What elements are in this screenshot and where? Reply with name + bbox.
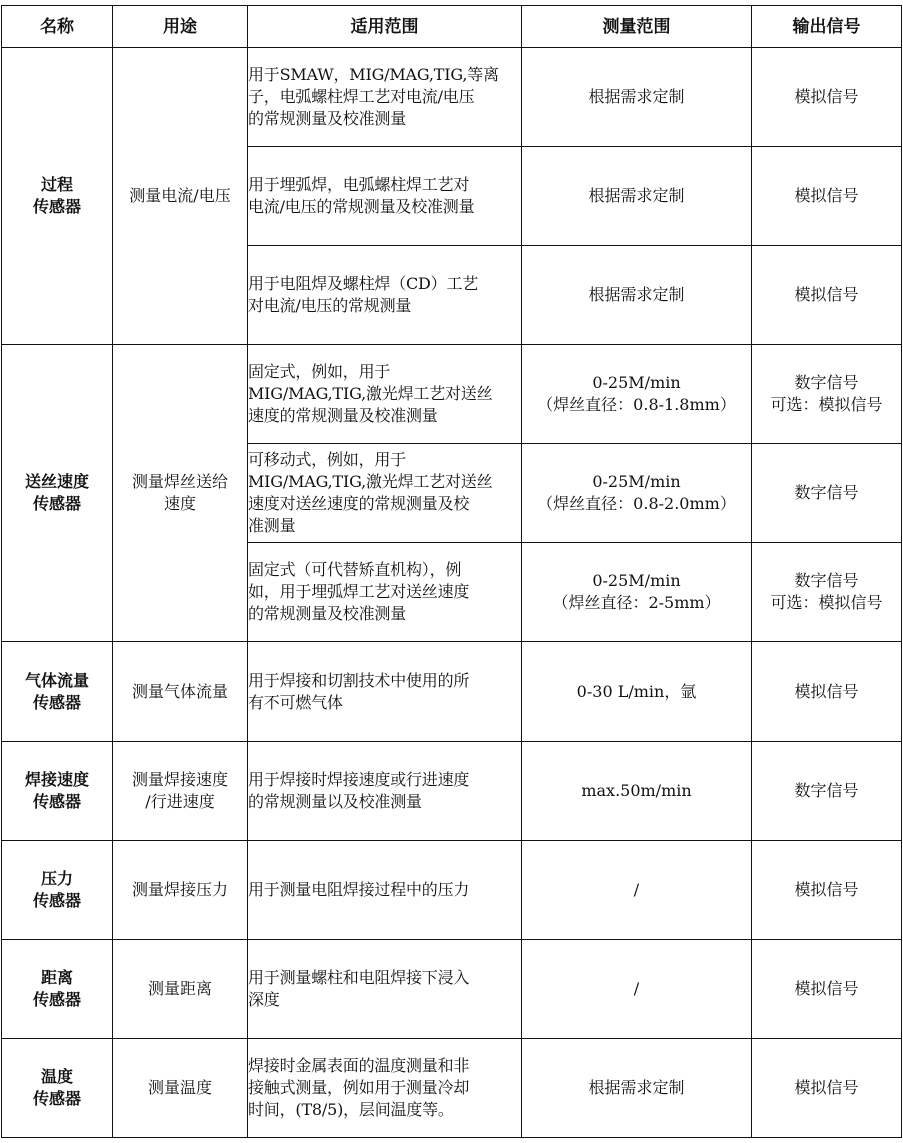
header-row — [2, 6, 902, 48]
sensor-signal: 数字信号 可选：模拟信号 — [752, 543, 902, 642]
sensor-name: 气体流量 传感器 — [2, 642, 113, 741]
sensor-table — [1, 5, 902, 1138]
sensor-signal: 模拟信号 — [752, 48, 902, 147]
sensor-range: / — [522, 840, 752, 939]
sensor-scope: 用于测量电阻焊接过程中的压力 — [248, 840, 522, 939]
sensor-name: 过程 传感器 — [2, 48, 113, 345]
sensor-purpose: 测量气体流量 — [113, 642, 248, 741]
sensor-range: 根据需求定制 — [522, 147, 752, 246]
sensor-signal: 数字信号 — [752, 444, 902, 543]
table-row — [2, 48, 902, 147]
sensor-scope: 焊接时金属表面的温度测量和非 接触式测量，例如用于测量冷却 时间，(T8/5)，层间温度等。 — [248, 1038, 522, 1137]
sensor-scope: 用于测量螺柱和电阻焊接下浸入 深度 — [248, 939, 522, 1038]
sensor-scope: 固定式，例如，用于 MIG/MAG,TIG,激光焊工艺对送丝 速度的常规测量及校准测量 — [248, 345, 522, 444]
table-row — [2, 345, 902, 444]
sensor-purpose: 测量焊接压力 — [113, 840, 248, 939]
sensor-range: 0-25M/min （焊丝直径：0.8-2.0mm） — [522, 444, 752, 543]
header-scope: 适用范围 — [248, 6, 522, 48]
table-row — [2, 1038, 902, 1137]
header-signal: 输出信号 — [752, 6, 902, 48]
sensor-signal: 模拟信号 — [752, 840, 902, 939]
table-row — [2, 939, 902, 1038]
sensor-range: 根据需求定制 — [522, 1038, 752, 1137]
sensor-name: 送丝速度 传感器 — [2, 345, 113, 642]
sensor-purpose: 测量焊丝送给 速度 — [113, 345, 248, 642]
sensor-signal: 模拟信号 — [752, 939, 902, 1038]
sensor-range: / — [522, 939, 752, 1038]
sensor-scope: 用于埋弧焊，电弧螺柱焊工艺对 电流/电压的常规测量及校准测量 — [248, 147, 522, 246]
sensor-purpose: 测量距离 — [113, 939, 248, 1038]
sensor-range: 根据需求定制 — [522, 48, 752, 147]
header-purpose: 用途 — [113, 6, 248, 48]
sensor-purpose: 测量电流/电压 — [113, 48, 248, 345]
sensor-scope: 用于电阻焊及螺柱焊（CD）工艺 对电流/电压的常规测量 — [248, 246, 522, 345]
sensor-name: 距离 传感器 — [2, 939, 113, 1038]
table-row — [2, 840, 902, 939]
table-row — [2, 741, 902, 840]
sensor-signal: 模拟信号 — [752, 1038, 902, 1137]
sensor-scope: 用于SMAW，MIG/MAG,TIG,等离 子，电弧螺柱焊工艺对电流/电压 的常规测量及校准测量 — [248, 48, 522, 147]
sensor-signal: 数字信号 — [752, 741, 902, 840]
header-name: 名称 — [2, 6, 113, 48]
sensor-name: 焊接速度 传感器 — [2, 741, 113, 840]
sensor-name: 温度 传感器 — [2, 1038, 113, 1137]
sensor-purpose: 测量温度 — [113, 1038, 248, 1137]
header-range: 测量范围 — [522, 6, 752, 48]
table-row — [2, 642, 902, 741]
sensor-name: 压力 传感器 — [2, 840, 113, 939]
sensor-scope: 用于焊接和切割技术中使用的所 有不可燃气体 — [248, 642, 522, 741]
sensor-range: 0-25M/min （焊丝直径：0.8-1.8mm） — [522, 345, 752, 444]
sensor-range: 0-25M/min （焊丝直径：2-5mm） — [522, 543, 752, 642]
sensor-scope: 固定式（可代替矫直机构），例 如，用于埋弧焊工艺对送丝速度 的常规测量及校准测量 — [248, 543, 522, 642]
sensor-signal: 模拟信号 — [752, 642, 902, 741]
sensor-signal: 数字信号 可选：模拟信号 — [752, 345, 902, 444]
sensor-range: 根据需求定制 — [522, 246, 752, 345]
sensor-scope: 用于焊接时焊接速度或行进速度 的常规测量以及校准测量 — [248, 741, 522, 840]
sensor-signal: 模拟信号 — [752, 246, 902, 345]
sensor-signal: 模拟信号 — [752, 147, 902, 246]
sensor-range: max.50m/min — [522, 741, 752, 840]
sensor-purpose: 测量焊接速度 /行进速度 — [113, 741, 248, 840]
sensor-range: 0-30 L/min，氩 — [522, 642, 752, 741]
sensor-scope: 可移动式，例如，用于 MIG/MAG,TIG,激光焊工艺对送丝 速度对送丝速度的常规测量及校 准测量 — [248, 444, 522, 543]
